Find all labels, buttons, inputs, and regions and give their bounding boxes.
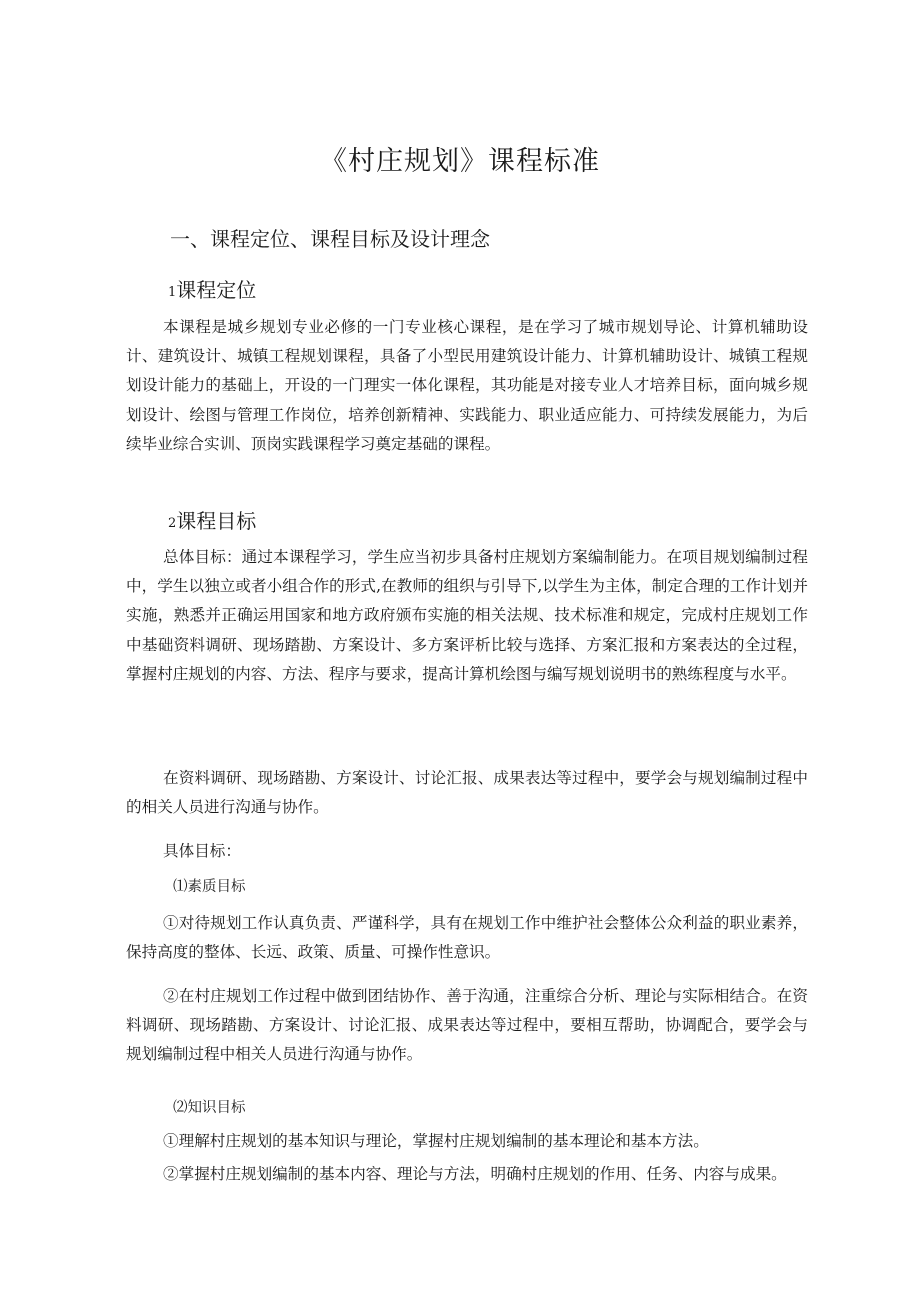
section-heading-positioning-goals: 一、课程定位、课程目标及设计理念: [170, 227, 490, 251]
goal-heading-knowledge: ⑵知识目标: [173, 1100, 246, 1116]
goal-heading-quality: ⑴素质目标: [173, 879, 246, 895]
subheading-number: 1: [168, 285, 177, 300]
goal-quality-item-2: ②在村庄规划工作过程中做到团结协作、善于沟通，注重综合分析、理论与实际相结合。在资料调研、现场踏勘、方案设计、讨论汇报、成果表达等过程中，要相互帮助，协调配合，要学会与规划编制过程中相关人员进行沟通与协作。: [126, 987, 808, 1064]
paragraph-overall-goal: 总体目标：通过本课程学习，学生应当初步具备村庄规划方案编制能力。在项目规划编制过程中，学生以独立或者小组合作的形式,在教师的组织与引导下,以学生为主体，制定合理的工作计划并实施，熟悉并正确运用国家和地方政府颁布实施的相关法规、技术标准和规定，完成村庄规划工作中基础资料调研、现场踏勘、方案设计、多方案评析比较与选择、方案汇报和方案表达的全过程，掌握村庄规划的内容、方法、程序与要求，提高计算机绘图与编写规划说明书的熟练程度与水平。: [126, 548, 808, 683]
goal-knowledge-item-1: ①理解村庄规划的基本知识与理论，掌握村庄规划编制的基本理论和基本方法。: [163, 1132, 709, 1150]
subheading-course-positioning: [168, 274, 256, 309]
specific-goals-label: 具体目标：: [163, 842, 241, 860]
document-title: 《村庄规划》课程标准: [320, 146, 600, 177]
subheading-label: 课程定位: [176, 278, 257, 302]
paragraph-communication: 在资料调研、现场踏勘、方案设计、讨论汇报、成果表达等过程中，要学会与规划编制过程中的相关人员进行沟通与协作。: [126, 769, 808, 817]
goal-knowledge-item-2: ②掌握村庄规划编制的基本内容、理论与方法，明确村庄规划的作用、任务、内容与成果。: [163, 1165, 787, 1183]
goal-quality-item-1: ①对待规划工作认真负责、严谨科学，具有在规划工作中维护社会整体公众利益的职业素养，保持高度的整体、长远、政策、质量、可操作性意识。: [126, 914, 808, 962]
paragraph-course-positioning: 本课程是城乡规划专业必修的一门专业核心课程，是在学习了城市规划导论、计算机辅助设计、建筑设计、城镇工程规划课程，具备了小型民用建筑设计能力、计算机辅助设计、城镇工程规划设计能力的基础上，开设的一门理实一体化课程，其功能是对接专业人才培养目标，面向城乡规划设计、绘图与管理工作岗位，培养创新精神、实践能力、职业适应能力、可持续发展能力，为后续毕业综合实训、顶岗实践课程学习奠定基础的课程。: [126, 318, 808, 453]
subheading-number: 2: [168, 516, 177, 531]
subheading-course-goals: [168, 505, 256, 540]
subheading-label: 课程目标: [176, 509, 257, 533]
